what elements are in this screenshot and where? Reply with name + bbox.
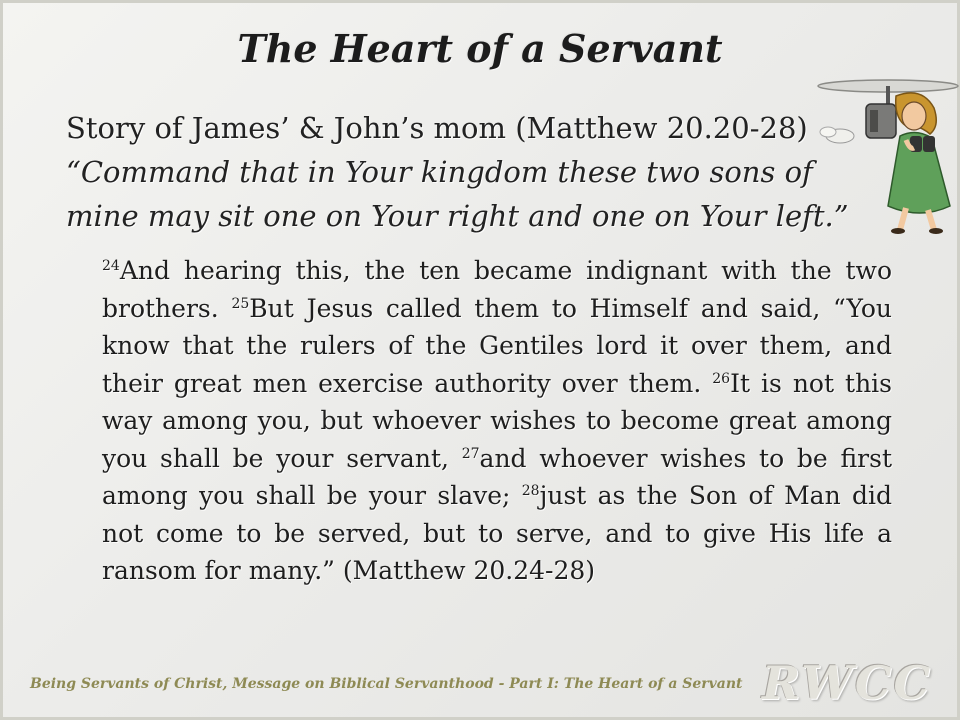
verse-text: just as the Son of Man did not come to be served, but to serve, and to give His life a ransom for many.” (102, 481, 892, 585)
scripture-passage (102, 252, 892, 590)
story-line: Story of James’ & John’s mom (Matthew 20.20-28) (66, 111, 808, 145)
slide-title: The Heart of a Servant (237, 26, 723, 71)
story-quote-line-1: “Command that in Your kingdom these two sons of (66, 155, 813, 189)
verse-text: and whoever wishes to be first among you shall be your slave; (102, 443, 893, 510)
story-quote-line-2: mine may sit one on Your right and one on Your left.” (66, 199, 849, 233)
footer-caption: Being Servants of Christ, Message on Biblical Servanthood - Part I: The Heart of a Servant (30, 676, 743, 692)
helicopter-pack-lady-icon (810, 74, 960, 234)
rwcc-logo: RWCC (762, 656, 933, 710)
scripture-reference: (Matthew 20.24-28) (342, 556, 596, 585)
verse-number: 25 (231, 295, 250, 312)
verse-text: But Jesus called them to Himself and said, “You know that the rulers of the Gentiles lord it over them, and their great men exercise authority over them. (102, 293, 893, 398)
verse-number: 27 (461, 445, 480, 462)
verse-number: 28 (521, 483, 540, 499)
verse-text: And hearing this, the ten became indignant with the two brothers. (102, 256, 892, 323)
verse-number: 26 (712, 370, 731, 387)
verse-text: It is not this way among you, but whoever wishes to become great among you shall be your servant, (102, 368, 892, 473)
verse-number: 24 (102, 258, 120, 274)
